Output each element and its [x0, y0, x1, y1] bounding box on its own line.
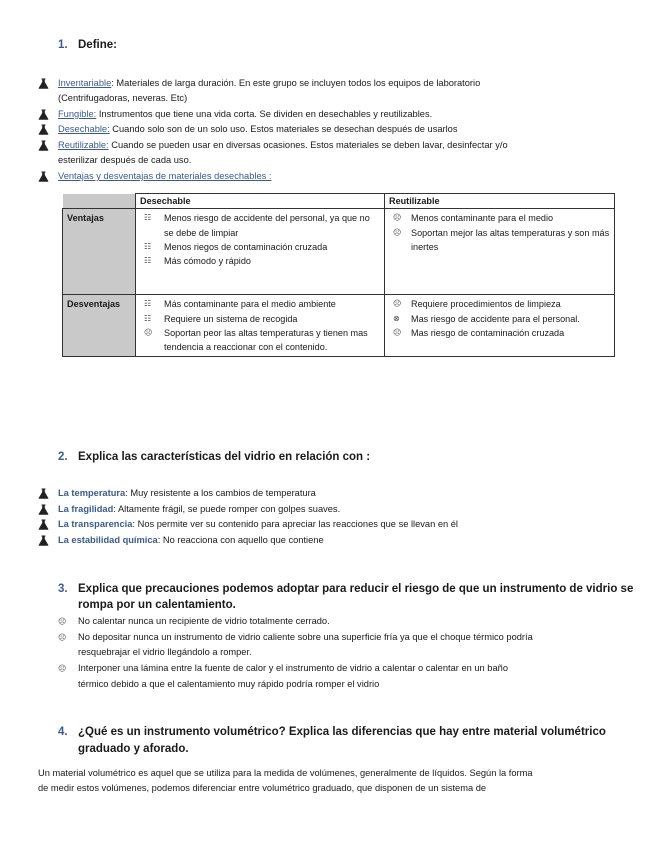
q2-number: 2.: [58, 451, 68, 463]
list-item: [140, 326, 380, 355]
term-temperatura: La temperatura: [58, 488, 126, 498]
def-fungible: Instrumentos que tiene una vida corta. Se dividen en desechables y reutilizables.: [96, 109, 433, 119]
q4-title-line1: ¿Qué es un instrumento volumétrico? Explica las diferencias que hay entre material volumétrico: [78, 726, 606, 738]
term-ventajas-desventajas: Ventajas y desventajas de materiales desechables :: [58, 171, 272, 181]
list-item: [140, 240, 380, 254]
q1-number: 1.: [58, 39, 68, 51]
term-fragilidad: La fragilidad: [58, 504, 114, 514]
item-text: Más contaminante para el medio ambiente: [164, 299, 336, 310]
list-item: [389, 226, 610, 255]
item-text: Menos contaminante para el medio: [411, 213, 554, 224]
flask-bullet-icon: [38, 76, 52, 89]
table-header-row: [63, 194, 615, 209]
cell-ventajas-reutilizable: [385, 209, 615, 295]
list-item: [140, 254, 380, 268]
bullet-icon: ☷: [144, 241, 152, 251]
q1-title: Define:: [78, 39, 117, 51]
flask-bullet-icon: [38, 517, 52, 530]
row-label-desventajas: Desventajas: [63, 295, 136, 357]
list-item: [140, 297, 380, 311]
line-text: Interponer una lámina entre la fuente de calor y el instrumento de vidrio a calentar o calentar en un baño: [78, 663, 508, 673]
row-label-ventajas: Ventajas: [63, 209, 136, 295]
list-item: [140, 211, 380, 240]
line-text: No calentar nunca un recipiente de vidrio totalmente cerrado.: [78, 616, 330, 626]
q2-title: Explica las características del vidrio en relación con :: [78, 451, 371, 463]
term-inventariable: Inventariable: [58, 78, 112, 88]
sep: :: [157, 535, 161, 545]
bullet-icon: ☹: [393, 327, 402, 337]
line-text: térmico debido a que el calentamiento muy rápido podría romper el vidrio: [78, 679, 380, 689]
q2-heading: [58, 451, 370, 463]
item-text: Menos riegos de contaminación cruzada: [164, 241, 328, 252]
bullet-icon: ☹: [58, 664, 67, 673]
q4-number: 4.: [58, 726, 68, 738]
bullet-icon: ☹: [393, 213, 402, 223]
list-item: [389, 326, 610, 340]
q4-title-line2: graduado y aforado.: [78, 743, 189, 755]
sep: :: [125, 488, 128, 498]
q4-heading: [58, 724, 606, 758]
cell-desventajas-desechable: [136, 295, 385, 357]
term-desechable: Desechable:: [58, 124, 110, 134]
q3-heading: [58, 581, 633, 613]
item-text: Soportan mejor las altas temperaturas y son más inertes: [411, 227, 610, 252]
bullet-icon: ☹: [144, 327, 153, 337]
def-inventariable-cont: (Centrifugadoras, neveras. Etc): [58, 93, 188, 103]
q3-number: 3.: [58, 583, 68, 595]
item-text: Requiere procedimientos de limpieza: [411, 299, 561, 310]
item-text: Muy resistente a los cambios de temperatura: [127, 488, 316, 498]
flask-bullet-icon: [38, 533, 52, 546]
item-text: Mas riesgo de contaminación cruzada: [411, 327, 565, 338]
term-transparencia: La transparencia: [58, 519, 133, 529]
ventajas-desventajas-table: [62, 193, 615, 357]
item-text: Soportan peor las altas temperaturas y tienen mas tendencia a reaccionar con el contenido.: [164, 327, 368, 353]
flask-bullet-icon: [38, 107, 52, 120]
flask-bullet-icon: [38, 138, 52, 151]
term-reutilizable: Reutilizable:: [58, 140, 109, 150]
table-corner: [63, 194, 136, 209]
flask-bullet-icon: [38, 502, 52, 515]
list-item: [389, 211, 610, 225]
flask-bullet-icon: [38, 486, 52, 499]
list-item: [140, 312, 380, 326]
bullet-icon: ☷: [144, 313, 152, 323]
def-reutilizable: Cuando se pueden usar en diversas ocasiones. Estos materiales se deben lavar, desinfectar y/o: [108, 140, 508, 150]
cell-ventajas-desechable: [136, 209, 385, 295]
bullet-icon: ☷: [144, 256, 152, 266]
item-text: Más cómodo y rápido: [164, 256, 251, 267]
list-item: [389, 312, 610, 326]
flask-bullet-icon: [38, 122, 52, 135]
header-desechable: Desechable: [136, 194, 385, 209]
bullet-icon: ☹: [58, 633, 67, 642]
item-text: Menos riesgo de accidente del personal, ya que no se debe de limpiar: [164, 213, 370, 238]
item-text: Altamente frágil, se puede romper con golpes suaves.: [115, 504, 341, 514]
list-item: [389, 297, 610, 311]
def-reutilizable-cont: esterilizar después de cada uso.: [58, 155, 192, 165]
sep: :: [113, 504, 116, 514]
q4-paragraph-line: de medir estos volúmenes, podemos diferenciar entre volumétrico graduado, que disponen de un sistema de: [38, 783, 487, 793]
sep: :: [111, 78, 114, 88]
bullet-icon: ☹: [58, 617, 67, 626]
item-text: No reacciona con aquello que contiene: [160, 535, 324, 545]
bullet-icon: ☷: [144, 213, 152, 223]
header-reutilizable: Reutilizable: [385, 194, 615, 209]
q3-title-line2: rompa por un calentamiento.: [78, 599, 236, 611]
item-text: Requiere un sistema de recogida: [164, 313, 298, 324]
term-fungible: Fungible:: [58, 109, 97, 119]
q3-title-line1: Explica que precauciones podemos adoptar para reducir el riesgo de que un instrumento de vidrio se: [78, 583, 634, 595]
line-text: resquebrajar el vidrio llegándolo a romper.: [78, 647, 252, 657]
q4-paragraph-line: Un material volumétrico es aquel que se utiliza para la medida de volúmenes, generalmente de líquidos. Según la forma: [38, 768, 533, 778]
bullet-icon: ⊗: [393, 313, 400, 323]
bullet-icon: ☹: [393, 299, 402, 309]
def-desechable: Cuando solo son de un solo uso. Estos materiales se desechan después de usarlos: [109, 124, 458, 134]
table-row: [63, 295, 615, 357]
term-estabilidad: La estabilidad química: [58, 535, 158, 545]
bullet-icon: ☹: [393, 227, 402, 237]
sep: :: [132, 519, 136, 529]
item-text: Nos permite ver su contenido para apreciar las reacciones que se llevan en él: [135, 519, 459, 529]
item-text: Mas riesgo de accidente para el personal.: [411, 313, 580, 324]
def-inventariable: Materiales de larga duración. En este grupo se incluyen todos los equipos de laboratorio: [113, 78, 481, 88]
flask-bullet-icon: [38, 169, 52, 182]
line-text: No depositar nunca un instrumento de vidrio caliente sobre una superficie fría ya que el choque térmico podría: [78, 632, 533, 642]
bullet-icon: ☷: [144, 299, 152, 309]
cell-desventajas-reutilizable: [385, 295, 615, 357]
table-row: [63, 209, 615, 295]
q1-heading: [58, 39, 117, 51]
